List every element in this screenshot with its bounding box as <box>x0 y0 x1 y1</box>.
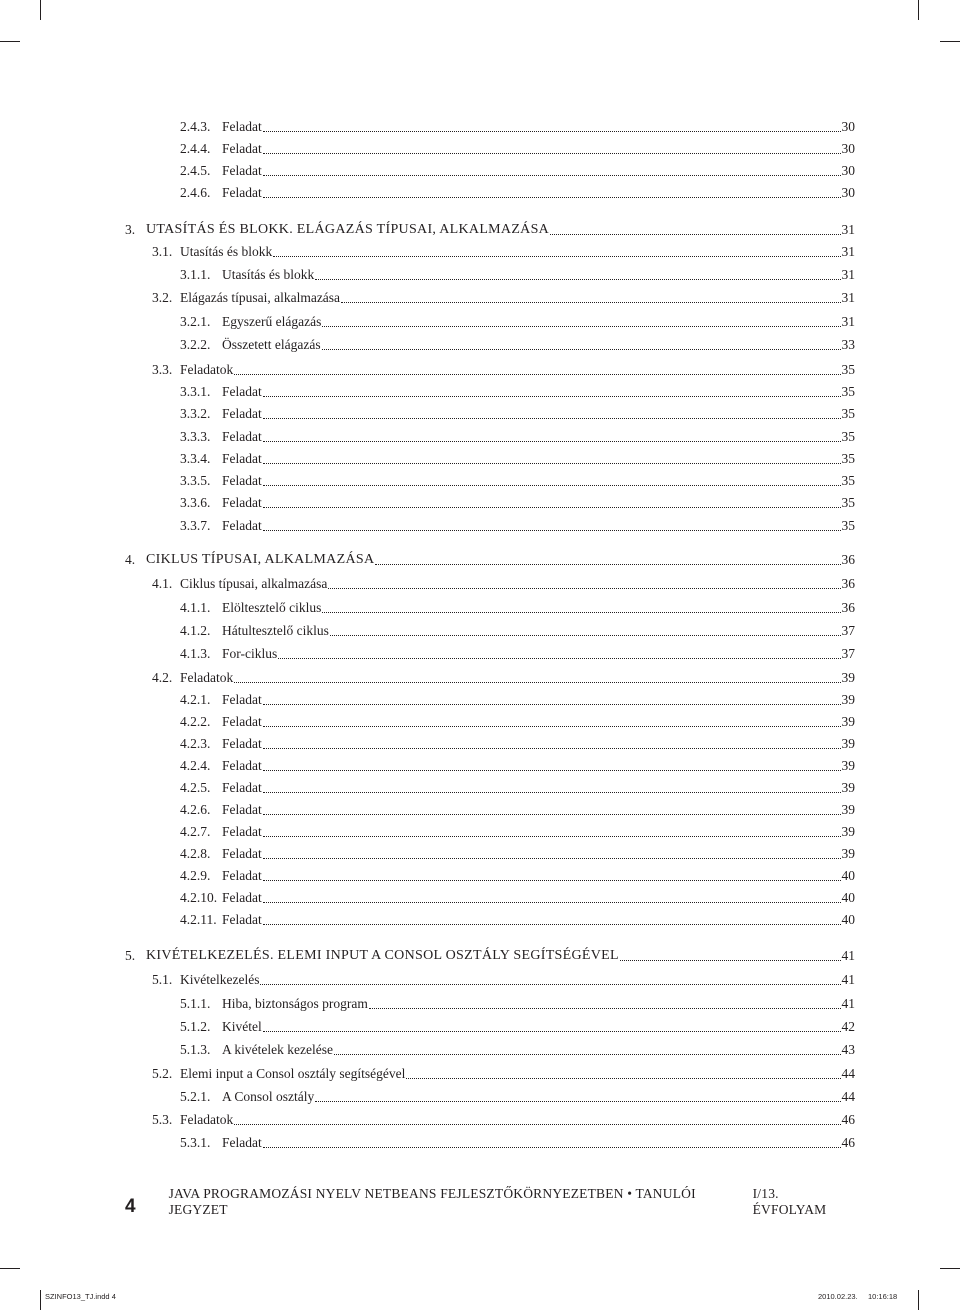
toc-entry <box>180 333 855 353</box>
crop-mark <box>0 1268 20 1269</box>
toc-entry-title: Feladat <box>222 518 262 533</box>
toc-entry-number: 3.3.1. <box>180 384 211 399</box>
toc-leader-dots <box>334 1053 841 1055</box>
toc-entry-title: Összetett elágazás <box>222 337 321 352</box>
toc-entry-title: Feladatok <box>180 670 234 685</box>
toc-entry <box>152 286 855 306</box>
toc-entry <box>152 666 855 686</box>
toc-entry-number: 3.1.1. <box>180 267 211 282</box>
toc-entry-number: 4. <box>125 552 136 567</box>
toc-entry <box>125 548 855 568</box>
toc-entry <box>152 968 855 988</box>
toc-entry <box>180 469 855 489</box>
toc-leader-dots <box>263 130 841 132</box>
toc-entry-title: Feladatok <box>180 1112 234 1127</box>
toc-entry-title: Feladat <box>222 890 262 905</box>
toc-entry <box>152 1108 855 1128</box>
toc-entry-number: 2.4.3. <box>180 119 211 134</box>
toc-entry-page: 30 <box>841 119 855 134</box>
toc-entry-page: 35 <box>841 518 855 533</box>
toc-entry-title: Feladat <box>222 692 262 707</box>
toc-entry-number: 4.2.8. <box>180 846 211 861</box>
toc-leader-dots <box>322 611 840 613</box>
slug-file: SZINFO13_TJ.indd 4 <box>45 1292 116 1301</box>
toc-entry <box>125 944 855 964</box>
toc-entry-number: 4.2.4. <box>180 758 211 773</box>
toc-entry-number: 3.1. <box>152 244 173 259</box>
toc-entry-title: A Consol osztály <box>222 1089 315 1104</box>
toc-leader-dots <box>263 879 841 881</box>
toc-entry-number: 4.1.3. <box>180 646 211 661</box>
toc-entry-number: 2.4.5. <box>180 163 211 178</box>
toc-leader-dots <box>315 1100 840 1102</box>
toc-entry-number: 5.2. <box>152 1066 173 1081</box>
toc-entry-title: Ciklus típusai, alkalmazása <box>180 576 328 591</box>
toc-entry-title: Utasítás és blokk <box>222 267 315 282</box>
toc-entry <box>180 181 855 201</box>
toc-entry-number: 4.2.6. <box>180 802 211 817</box>
toc-entry <box>180 514 855 534</box>
toc-entry-page: 40 <box>841 890 855 905</box>
toc-entry <box>180 642 855 662</box>
toc-leader-dots <box>234 681 840 683</box>
toc-entry <box>180 596 855 616</box>
toc-leader-dots <box>406 1077 840 1079</box>
footer-page-number: 4 <box>125 1196 136 1217</box>
crop-mark <box>940 41 960 42</box>
toc-entry-page: 39 <box>841 736 855 751</box>
toc-entry-page: 39 <box>841 670 855 685</box>
toc-leader-dots <box>263 901 841 903</box>
toc-entry-number: 4.2.5. <box>180 780 211 795</box>
toc-entry-title: For-ciklus <box>222 646 278 661</box>
toc-entry-title: Feladat <box>222 141 262 156</box>
crop-mark <box>40 0 41 20</box>
toc-entry-page: 41 <box>841 972 855 987</box>
toc-entry <box>180 491 855 511</box>
toc-entry-page: 30 <box>841 141 855 156</box>
toc-entry-number: 2.4.4. <box>180 141 211 156</box>
toc-entry-title: Kivétel <box>222 1019 262 1034</box>
toc-entry <box>180 447 855 467</box>
toc-entry-number: 4.2. <box>152 670 173 685</box>
crop-mark <box>0 41 20 42</box>
toc-entry-page: 35 <box>841 362 855 377</box>
toc-entry-page: 31 <box>841 290 855 305</box>
toc-entry-page: 44 <box>841 1066 855 1081</box>
footer-title: JAVA PROGRAMOZÁSI NYELV NETBEANS FEJLESZTŐKÖRNYEZETBEN • TANULÓI JEGYZET <box>168 1186 696 1217</box>
toc-entry-title: UTASÍTÁS ÉS BLOKK. ELÁGAZÁS TÍPUSAI, ALKALMAZÁSA <box>146 222 550 237</box>
toc-entry-number: 4.1. <box>152 576 173 591</box>
toc-leader-dots <box>263 417 841 419</box>
toc-entry-title: Feladat <box>222 714 262 729</box>
toc-entry-page: 31 <box>841 314 855 329</box>
toc-entry <box>180 798 855 818</box>
toc-entry-number: 4.2.11. <box>180 912 217 927</box>
toc-leader-dots <box>263 440 841 442</box>
toc-entry-title: Elöltesztelő ciklus <box>222 600 322 615</box>
toc-leader-dots <box>263 395 841 397</box>
toc-entry-number: 3.2.2. <box>180 337 211 352</box>
toc-entry <box>125 218 855 238</box>
toc-entry-page: 41 <box>841 948 855 963</box>
toc-entry-page: 36 <box>841 600 855 615</box>
toc-entry-title: Feladat <box>222 758 262 773</box>
toc-entry <box>152 358 855 378</box>
toc-entry-title: Feladat <box>222 384 262 399</box>
toc-leader-dots <box>328 587 840 589</box>
toc-leader-dots <box>263 769 841 771</box>
toc-entry-page: 35 <box>841 495 855 510</box>
toc-entry-title: Feladat <box>222 868 262 883</box>
toc-leader-dots <box>234 1123 840 1125</box>
toc-entry <box>180 137 855 157</box>
toc-entry-page: 44 <box>841 1089 855 1104</box>
toc-entry <box>180 1038 855 1058</box>
toc-leader-dots <box>263 747 841 749</box>
toc-entry-title: Feladatok <box>180 362 234 377</box>
toc-entry-number: 4.2.1. <box>180 692 211 707</box>
toc-entry-page: 39 <box>841 780 855 795</box>
toc-entry <box>180 754 855 774</box>
toc-leader-dots <box>263 835 841 837</box>
toc-entry <box>180 688 855 708</box>
toc-leader-dots <box>620 959 841 961</box>
toc-leader-dots <box>263 857 841 859</box>
toc-entry-page: 43 <box>841 1042 855 1057</box>
toc-entry-page: 35 <box>841 451 855 466</box>
crop-mark <box>918 0 919 20</box>
toc-entry-title: Feladat <box>222 163 262 178</box>
toc-entry-number: 3.3.7. <box>180 518 211 533</box>
toc-entry <box>152 240 855 260</box>
toc-leader-dots <box>263 923 841 925</box>
toc-entry <box>180 263 855 283</box>
toc-entry <box>180 1085 855 1105</box>
toc-leader-dots <box>263 152 841 154</box>
toc-entry-number: 4.2.9. <box>180 868 211 883</box>
toc-entry-page: 41 <box>841 996 855 1011</box>
page-footer <box>125 1186 855 1218</box>
toc-leader-dots <box>315 278 840 280</box>
crop-mark <box>940 1268 960 1269</box>
toc-leader-dots <box>263 1030 841 1032</box>
toc-entry-page: 31 <box>841 244 855 259</box>
toc-entry <box>152 572 855 592</box>
toc-entry-number: 3. <box>125 222 136 237</box>
toc-entry-title: Hátultesztelő ciklus <box>222 623 329 638</box>
toc-entry-page: 46 <box>841 1112 855 1127</box>
toc-leader-dots <box>263 791 841 793</box>
toc-entry-title: Feladat <box>222 185 262 200</box>
toc-entry-title: A kivételek kezelése <box>222 1042 333 1057</box>
toc-entry-number: 5. <box>125 948 136 963</box>
toc-entry-title: Feladat <box>222 473 262 488</box>
toc-leader-dots <box>263 813 841 815</box>
toc-entry <box>180 776 855 796</box>
toc-leader-dots <box>260 983 840 985</box>
slug-time: 10:16:18 <box>868 1292 898 1301</box>
toc-entry-number: 4.1.2. <box>180 623 211 638</box>
toc-leader-dots <box>369 1007 841 1009</box>
toc-entry-title: Feladat <box>222 824 262 839</box>
toc-entry <box>180 842 855 862</box>
toc-entry-page: 35 <box>841 406 855 421</box>
toc-entry-page: 33 <box>841 337 855 352</box>
toc-entry-title: Feladat <box>222 846 262 861</box>
toc-entry <box>180 992 855 1012</box>
toc-entry-page: 35 <box>841 384 855 399</box>
toc-leader-dots <box>263 529 841 531</box>
toc-entry-page: 37 <box>841 623 855 638</box>
toc-entry-page: 39 <box>841 846 855 861</box>
toc-entry-number: 3.2.1. <box>180 314 211 329</box>
toc-entry <box>180 908 855 928</box>
toc-entry-number: 4.1.1. <box>180 600 211 615</box>
toc-entry <box>152 1062 855 1082</box>
crop-mark <box>40 1290 41 1310</box>
toc-entry-page: 46 <box>841 1135 855 1150</box>
toc-entry-title: Feladat <box>222 736 262 751</box>
toc-leader-dots <box>234 373 840 375</box>
toc-entry-title: Utasítás és blokk <box>180 244 273 259</box>
footer-grade: I/13. ÉVFOLYAM <box>752 1186 827 1217</box>
toc-entry <box>180 1015 855 1035</box>
toc-entry-title: KIVÉTELKEZELÉS. ELEMI INPUT A CONSOL OSZTÁLY SEGÍTSÉGÉVEL <box>146 948 619 963</box>
toc-leader-dots <box>263 174 841 176</box>
toc-entry-title: Elágazás típusai, alkalmazása <box>180 290 341 305</box>
toc-entry <box>180 619 855 639</box>
toc-entry-title: Feladat <box>222 780 262 795</box>
toc-entry-number: 4.2.3. <box>180 736 211 751</box>
toc-entry-page: 35 <box>841 473 855 488</box>
toc-entry-title: Feladat <box>222 429 262 444</box>
toc-leader-dots <box>263 462 841 464</box>
toc-entry-page: 39 <box>841 824 855 839</box>
toc-leader-dots <box>263 484 841 486</box>
toc-leader-dots <box>330 634 841 636</box>
toc-entry <box>180 310 855 330</box>
toc-entry-number: 3.3.2. <box>180 406 211 421</box>
toc-entry-page: 39 <box>841 714 855 729</box>
toc-entry-number: 3.3.3. <box>180 429 211 444</box>
toc-entry-number: 3.3.6. <box>180 495 211 510</box>
toc-entry-title: Feladat <box>222 495 262 510</box>
toc-entry <box>180 115 855 135</box>
toc-leader-dots <box>263 703 841 705</box>
toc-entry-title: Feladat <box>222 1135 262 1150</box>
toc-entry <box>180 820 855 840</box>
toc-entry-page: 36 <box>841 576 855 591</box>
toc-entry-page: 42 <box>841 1019 855 1034</box>
toc-entry-page: 30 <box>841 163 855 178</box>
toc-leader-dots <box>273 255 840 257</box>
crop-mark <box>918 1290 919 1310</box>
toc-entry-page: 39 <box>841 758 855 773</box>
toc-entry-number: 5.2.1. <box>180 1089 211 1104</box>
toc-entry-page: 40 <box>841 868 855 883</box>
toc-entry-title: Feladat <box>222 802 262 817</box>
toc-entry <box>180 886 855 906</box>
toc-entry-title: Feladat <box>222 406 262 421</box>
toc-leader-dots <box>322 348 841 350</box>
toc-leader-dots <box>341 301 840 303</box>
toc-entry-title: Elemi input a Consol osztály segítségével <box>180 1066 406 1081</box>
toc-leader-dots <box>263 725 841 727</box>
toc-entry-page: 30 <box>841 185 855 200</box>
toc-entry-page: 39 <box>841 692 855 707</box>
toc-entry-number: 5.3.1. <box>180 1135 211 1150</box>
toc-entry <box>180 425 855 445</box>
toc-entry-number: 3.3.4. <box>180 451 211 466</box>
toc-entry-number: 5.1. <box>152 972 173 987</box>
toc-leader-dots <box>375 563 840 565</box>
toc-entry-number: 3.2. <box>152 290 173 305</box>
toc-entry-page: 40 <box>841 912 855 927</box>
toc-entry-title: Egyszerű elágazás <box>222 314 322 329</box>
toc-entry <box>180 732 855 752</box>
toc-entry-number: 2.4.6. <box>180 185 211 200</box>
toc-entry-number: 3.3.5. <box>180 473 211 488</box>
toc-leader-dots <box>322 325 840 327</box>
toc-entry-number: 4.2.7. <box>180 824 211 839</box>
toc-entry-number: 5.3. <box>152 1112 173 1127</box>
toc-entry-page: 37 <box>841 646 855 661</box>
toc-leader-dots <box>278 657 840 659</box>
toc-entry-number: 5.1.2. <box>180 1019 211 1034</box>
toc-leader-dots <box>263 506 841 508</box>
toc-entry-title: Hiba, biztonságos program <box>222 996 368 1011</box>
toc-entry-title: Feladat <box>222 912 262 927</box>
toc-entry-number: 4.2.2. <box>180 714 211 729</box>
toc-entry-number: 5.1.1. <box>180 996 211 1011</box>
toc-entry <box>180 710 855 730</box>
toc-leader-dots <box>263 196 841 198</box>
toc-entry-number: 5.1.3. <box>180 1042 211 1057</box>
slug-date: 2010.02.23. <box>818 1292 858 1301</box>
toc-entry <box>180 380 855 400</box>
toc-entry-number: 4.2.10. <box>180 890 218 905</box>
toc-entry-page: 31 <box>841 222 855 237</box>
toc-leader-dots <box>550 233 840 235</box>
toc-entry <box>180 402 855 422</box>
toc-entry-page: 31 <box>841 267 855 282</box>
toc-entry <box>180 1131 855 1151</box>
toc-entry-page: 35 <box>841 429 855 444</box>
toc-entry-page: 36 <box>841 552 855 567</box>
toc-entry-title: Feladat <box>222 451 262 466</box>
toc-leader-dots <box>263 1146 841 1148</box>
toc-entry-page: 39 <box>841 802 855 817</box>
toc-entry <box>180 159 855 179</box>
toc-entry <box>180 864 855 884</box>
toc-entry-title: CIKLUS TÍPUSAI, ALKALMAZÁSA <box>146 552 375 567</box>
toc-entry-number: 3.3. <box>152 362 173 377</box>
toc-entry-title: Feladat <box>222 119 262 134</box>
toc-entry-title: Kivételkezelés <box>180 972 260 987</box>
